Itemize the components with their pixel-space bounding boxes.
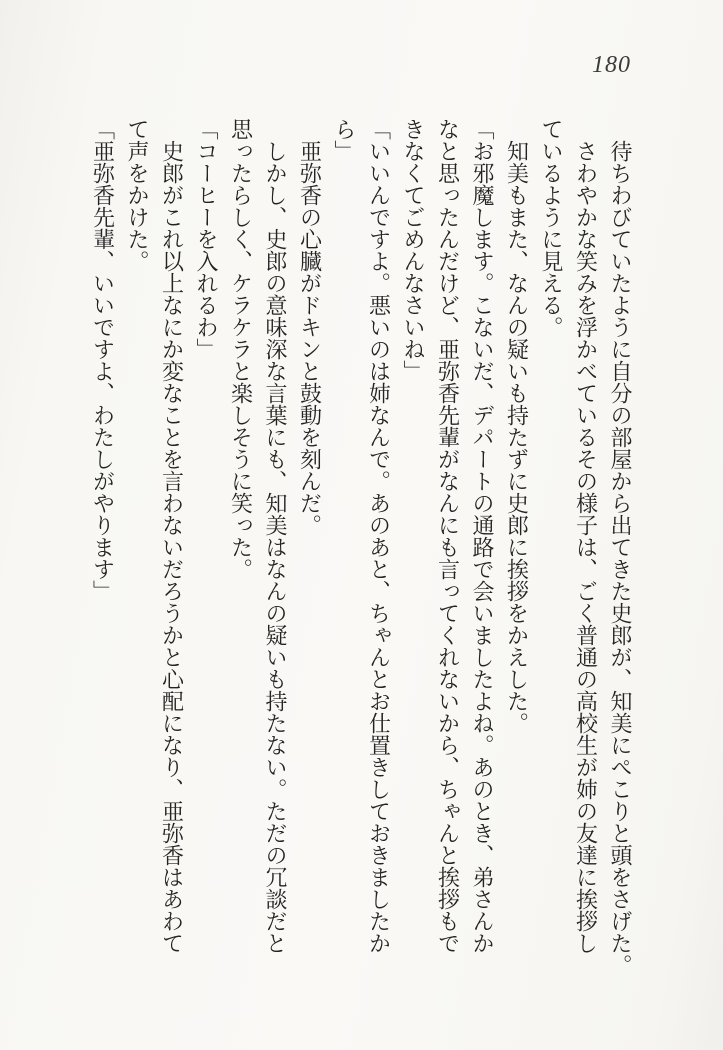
text-line: 「お邪魔します。こないだ、デパートの通路で会いましたよね。あのとき、弟さんか: [470, 118, 495, 954]
body-text: [85, 118, 637, 978]
text-line: ているように見える。: [539, 118, 564, 338]
text-line: きなくてごめんなさいね」: [401, 118, 426, 382]
text-line: 「コーヒーを入れるわ」: [194, 118, 219, 360]
page-number: 180: [592, 52, 631, 78]
text-line: 「亜弥香先輩、いいですよ、わたしがやります」: [90, 118, 116, 602]
text-line: 知美もまた、なんの疑いも持たずに史郎に挨拶をかえした。: [504, 140, 530, 734]
text-line: 思ったらしく、ケラケラと楽しそうに笑った。: [228, 118, 254, 580]
text-line: て声をかけた。: [125, 118, 150, 272]
text-line: さわやかな笑みを浮かべているその様子は、ごく普通の高校生が姉の友達に挨拶し: [573, 140, 599, 954]
text-line: ら」: [332, 118, 357, 162]
text-line: 亜弥香の心臓がドキンと鼓動を刻んだ。: [297, 140, 323, 536]
text-line: しかし、史郎の意味深な言葉にも、知美はなんの疑いも持たない。ただの冗談だと: [263, 140, 288, 954]
text-line: なと思ったんだけど、亜弥香先輩がなんにも言ってくれないから、ちゃんと挨拶もで: [435, 118, 461, 954]
text-line: 待ちわびていたように自分の部屋から出てきた史郎が、知美にぺこりと頭をさげた。: [608, 140, 633, 976]
text-line: 「いいんですよ。悪いのは姉なんで。あのあと、ちゃんとお仕置きしておきましたか: [366, 118, 392, 954]
text-line: 史郎がこれ以上なにか変なことを言わないだろうかと心配になり、亜弥香はあわて: [159, 140, 185, 954]
